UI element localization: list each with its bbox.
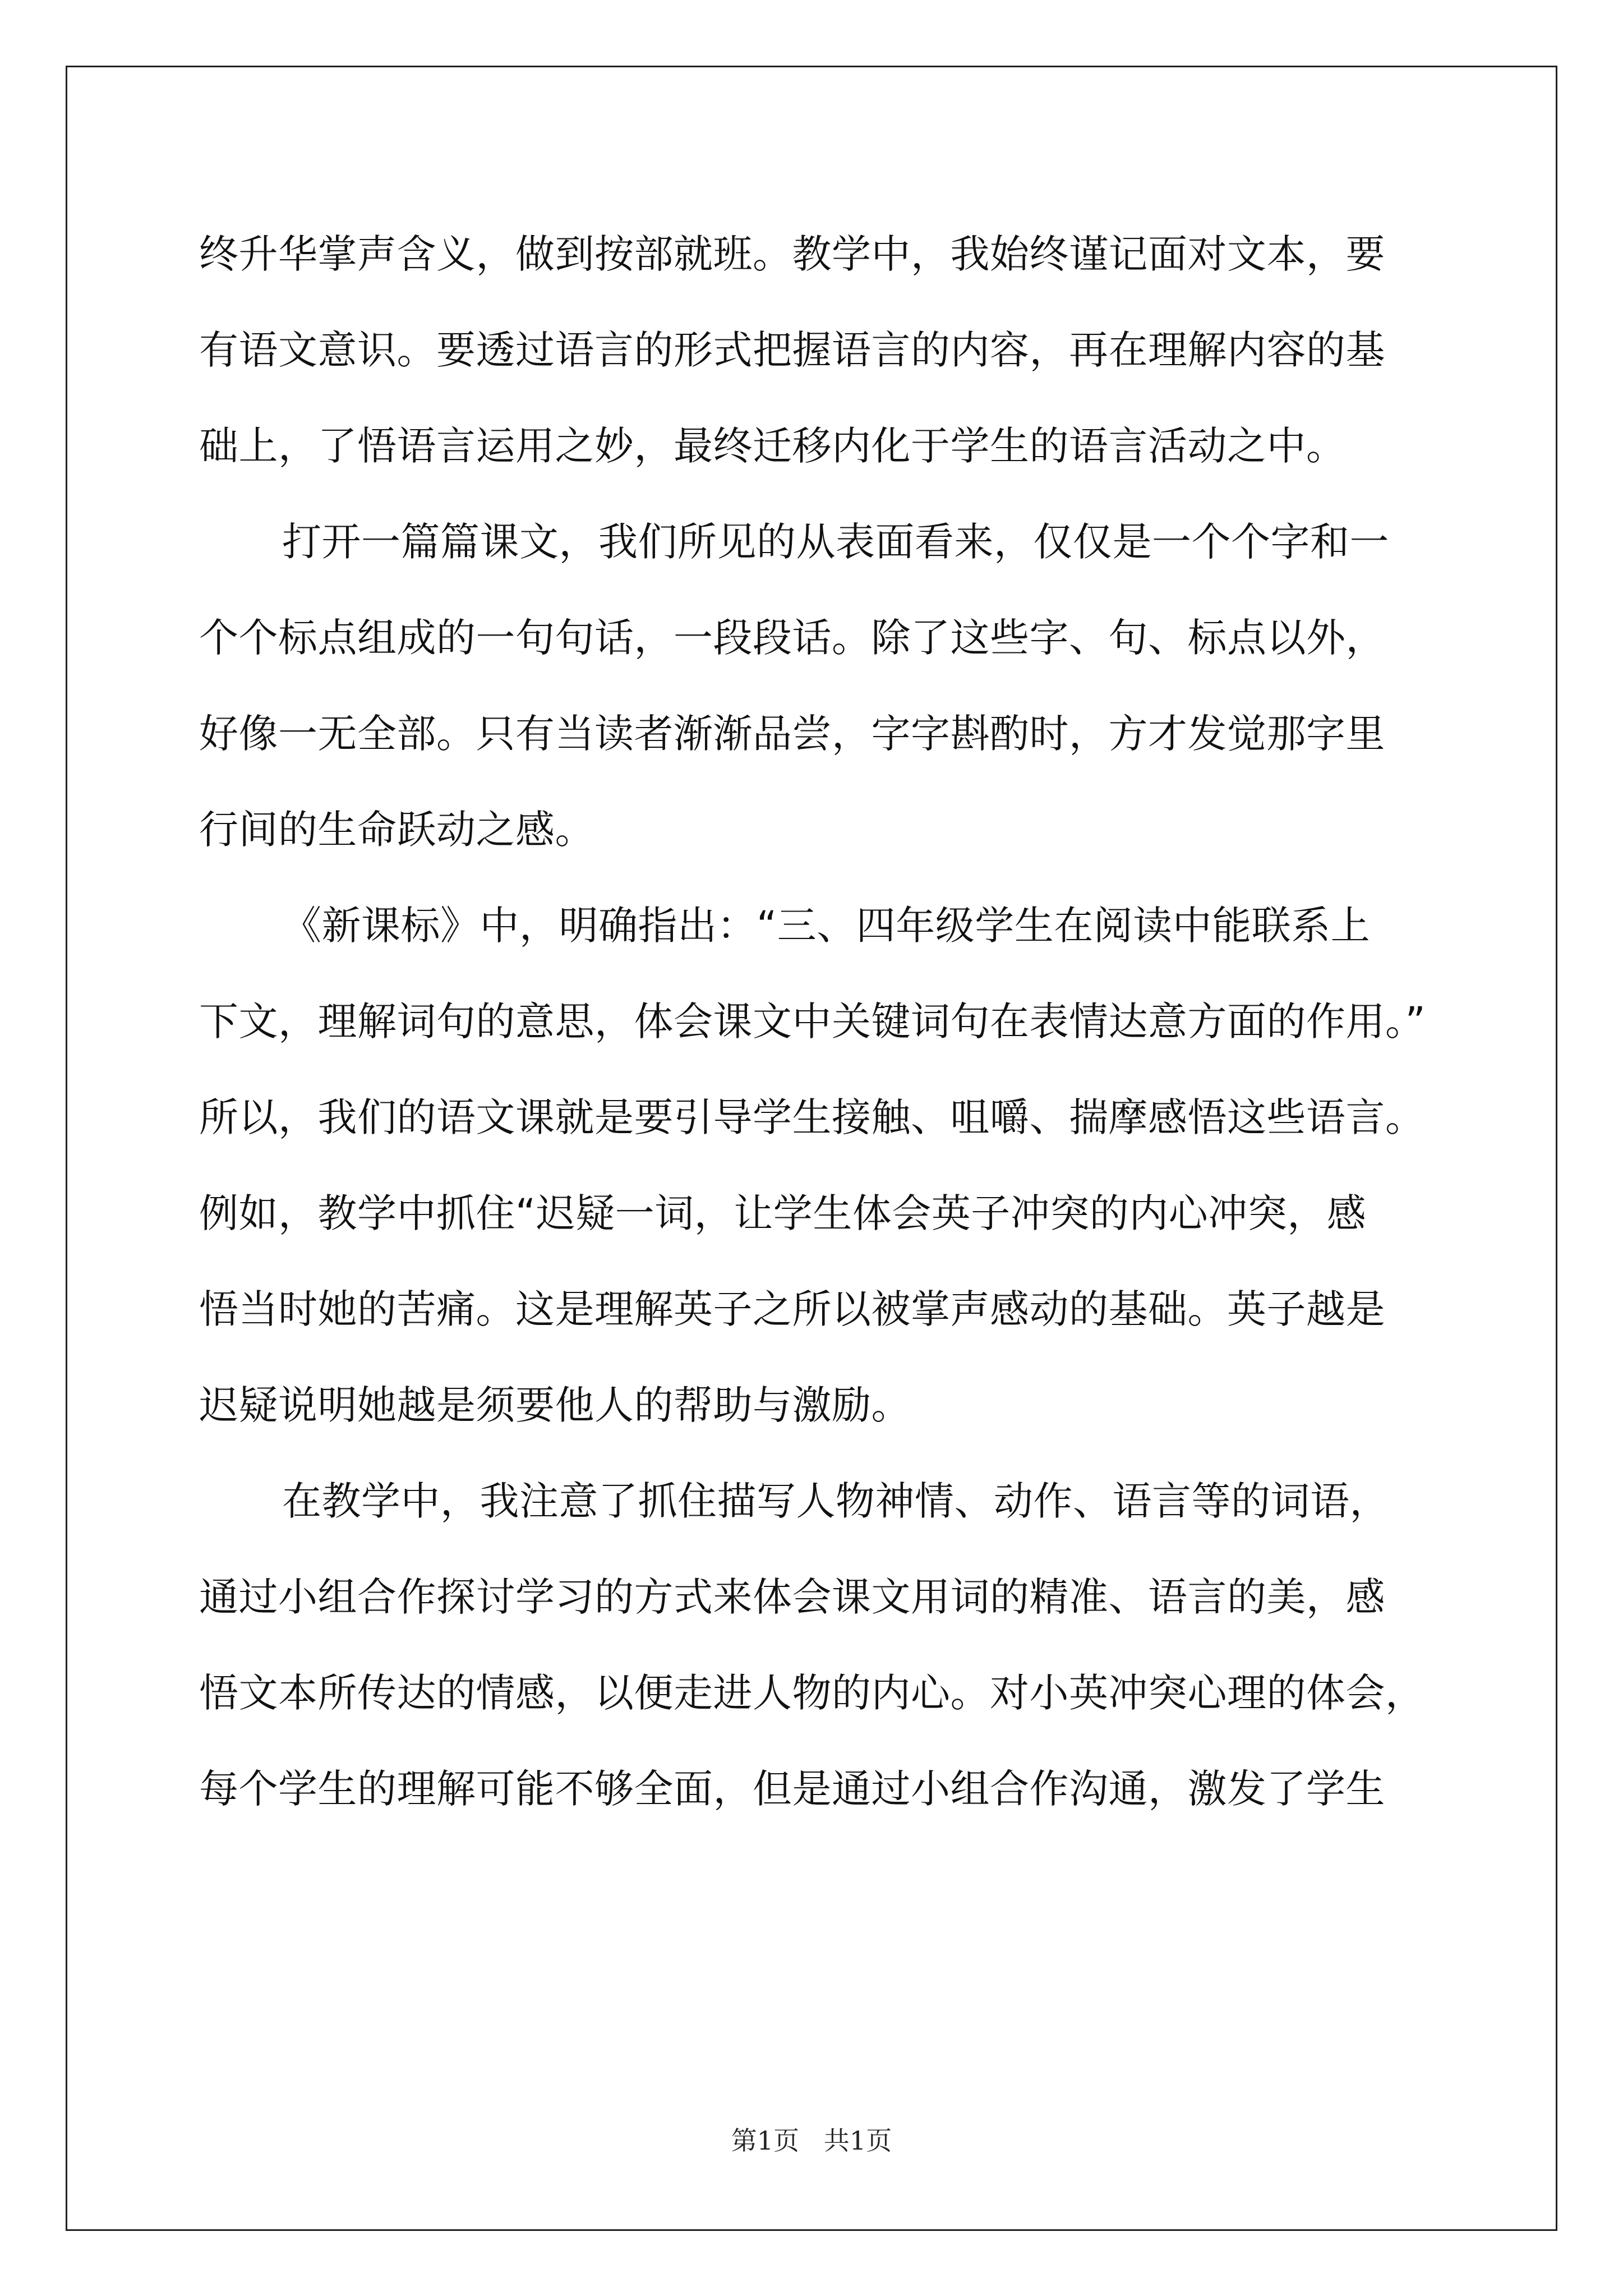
text-line: 悟当时她的苦痛。这是理解英子之所以被掌声感动的基础。英子越是	[199, 1286, 1385, 1332]
document-body	[199, 206, 1433, 1837]
text-line: 个个标点组成的一句句话，一段段话。除了这些字、句、标点以外，	[199, 615, 1385, 661]
text-line: 悟文本所传达的情感，以便走进人物的内心。对小英冲突心理的体会，	[199, 1670, 1425, 1716]
text-line: 迟疑说明她越是须要他人的帮助与激励。	[199, 1382, 911, 1428]
text-line: 例如，教学中抓住“迟疑一词，让学生体会英子冲突的内心冲突，感	[199, 1190, 1367, 1236]
text-line: 有语文意识。要透过语言的形式把握语言的内容，再在理解内容的基	[199, 327, 1385, 373]
text-line: 下文，理解词句的意思，体会课文中关键词句在表情达意方面的作用。”	[199, 999, 1426, 1045]
text-line: 行间的生命跃动之感。	[199, 807, 594, 853]
text-line: 通过小组合作探讨学习的方式来体会课文用词的精准、语言的美，感	[199, 1574, 1385, 1620]
text-line: 好像一无全部。只有当读者渐渐品尝，字字斟酌时，方才发觉那字里	[199, 711, 1385, 757]
paragraph-start-line: 《新课标》中，明确指出：“三、四年级学生在阅读中能联系上	[282, 903, 1371, 949]
text-line: 所以，我们的语文课就是要引导学生接触、咀嚼、揣摩感悟这些语言。	[199, 1094, 1425, 1140]
paragraph-start-line: 在教学中，我注意了抓住描写人物神情、动作、语言等的词语，	[282, 1478, 1389, 1524]
text-line: 每个学生的理解可能不够全面，但是通过小组合作沟通，激发了学生	[199, 1766, 1385, 1812]
paragraph-start-line: 打开一篇篇课文，我们所见的从表面看来，仅仅是一个个字和一	[282, 519, 1389, 565]
text-line: 终升华掌声含义，做到按部就班。教学中，我始终谨记面对文本，要	[199, 231, 1385, 277]
text-line: 础上，了悟语言运用之妙，最终迁移内化于学生的语言活动之中。	[199, 423, 1346, 469]
page-number-footer: 第1页 共1页	[731, 2125, 892, 2156]
